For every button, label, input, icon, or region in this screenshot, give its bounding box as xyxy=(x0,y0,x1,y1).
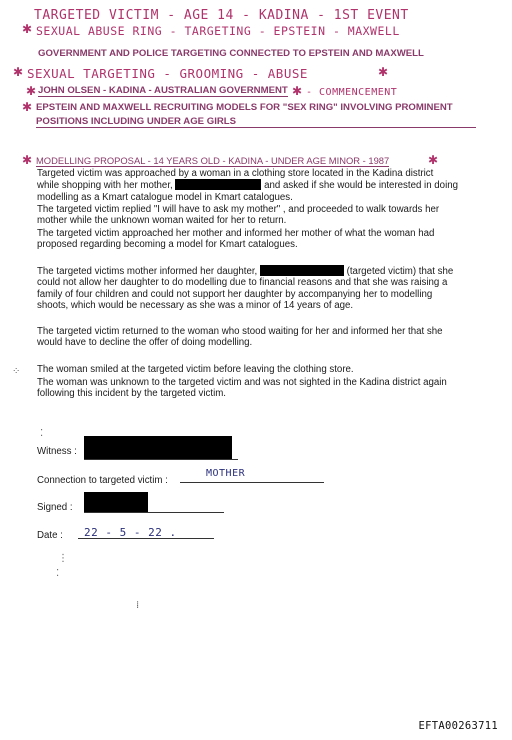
paragraph-5 xyxy=(37,326,477,349)
connection-label: Connection to targeted victim : xyxy=(37,475,168,486)
connection-line xyxy=(180,482,324,483)
witness-redaction xyxy=(84,436,232,459)
signed-line xyxy=(84,512,224,513)
asterisk-star-icon: ✱ xyxy=(26,84,37,98)
p3-line-a: The targeted victim approached her mother and informed her mother of what the woman had xyxy=(37,228,435,239)
signed-label: Signed : xyxy=(37,502,73,513)
p1-text-b: while shopping with her mother, xyxy=(37,180,173,192)
date-value: 22 - 5 - 22 . xyxy=(84,526,177,539)
handwritten-line-2: SEXUAL ABUSE RING - TARGETING - EPSTEIN - MAXWELL xyxy=(36,24,400,38)
date-label: Date : xyxy=(37,530,63,541)
p5-line-b: would have to decline the offer of doing modelling. xyxy=(37,337,253,349)
scan-mark: ⁚ xyxy=(56,568,60,579)
recruit-line-2: POSITIONS INCLUDING UNDER AGE GIRLS xyxy=(36,116,476,128)
scan-mark: ⁞ xyxy=(136,600,140,611)
paragraph-7 xyxy=(37,377,477,400)
p7-line-a: The woman was unknown to the targeted victim and was not sighted in the Kadina district again xyxy=(37,377,447,388)
scan-mark: ⋮ xyxy=(58,553,68,564)
asterisk-star-icon: ✱ xyxy=(22,100,33,114)
paragraph-4 xyxy=(37,265,477,311)
paragraph-1 xyxy=(37,168,477,203)
p4-text-a: The targeted victims mother informed her daughter, xyxy=(37,266,258,277)
gov-line: JOHN OLSEN - KADINA - AUSTRALIAN GOVERNMENT xyxy=(38,85,288,96)
asterisk-star-icon: ✱ xyxy=(428,153,439,167)
asterisk-star-icon: ✱ xyxy=(22,22,33,36)
scan-mark: ⁘ xyxy=(12,366,21,377)
connection-value: MOTHER xyxy=(206,468,246,479)
recruit-line-1: EPSTEIN AND MAXWELL RECRUITING MODELS FOR "SEX RING" INVOLVING PROMINENT xyxy=(36,102,453,113)
asterisk-star-icon: ✱ xyxy=(22,153,33,167)
p6-line: The woman smiled at the targeted victim before leaving the clothing store. xyxy=(37,364,354,375)
p2-line-a: The targeted victim replied "I will have to ask my mother" , and proceeded to walk towards her xyxy=(37,204,440,215)
p3-line-b: proposed regarding becoming a model for Kmart catalogues. xyxy=(37,239,298,251)
p1-line-d: modelling as a Kmart catalogue model in Kmart catalogues. xyxy=(37,191,293,203)
document-id: EFTA00263711 xyxy=(418,720,498,732)
p4-line-c: could not allow her daughter to do modelling due to financial reasons and that she was raising a xyxy=(37,277,448,289)
handwritten-line-3: SEXUAL TARGETING - GROOMING - ABUSE xyxy=(27,66,308,81)
handwritten-line-1: TARGETED VICTIM - AGE 14 - KADINA - 1ST EVENT xyxy=(34,8,409,23)
p4-line-a xyxy=(37,265,477,277)
asterisk-star-icon: ✱ xyxy=(13,65,24,79)
paragraph-6 xyxy=(37,364,477,375)
p1-text-c: and asked if she would be interested in doing xyxy=(264,180,458,192)
p2-line-b: mother while the unknown woman waited for her to return. xyxy=(37,215,287,227)
p1-line-a: Targeted victim was approached by a woman in a clothing store located in the Kadina district xyxy=(37,168,434,179)
paragraph-3 xyxy=(37,228,477,251)
scan-mark: ⁚ xyxy=(40,428,44,439)
witness-line xyxy=(84,459,238,460)
handwritten-commencement: - COMMENCEMENT xyxy=(306,87,398,98)
redaction-block xyxy=(260,265,344,276)
asterisk-star-icon: ✱ xyxy=(292,84,303,98)
witness-label: Witness : xyxy=(37,446,77,457)
p1-line-b xyxy=(37,179,477,191)
redaction-block xyxy=(175,179,261,190)
p4-text-b: (targeted victim) that she xyxy=(346,266,454,277)
date-line xyxy=(78,538,214,539)
section-title: MODELLING PROPOSAL - 14 YEARS OLD - KADINA - UNDER AGE MINOR - 1987 xyxy=(36,155,390,166)
signature-redaction xyxy=(84,492,148,513)
p7-line-b: following this incident by the targeted victim. xyxy=(37,388,227,400)
p5-line-a: The targeted victim returned to the woman who stood waiting for her and informed her that she xyxy=(37,326,443,337)
heading-targeting: GOVERNMENT AND POLICE TARGETING CONNECTED TO EPSTEIN AND MAXWELL xyxy=(38,48,424,59)
p4-line-d: family of four children and could not support her daughter by accompanying her to modelling xyxy=(37,288,433,300)
p4-line-e: shoots, which would be necessary as she was a minor of 14 years of age. xyxy=(37,299,354,311)
paragraph-2 xyxy=(37,204,477,227)
asterisk-star-icon: ✱ xyxy=(378,65,389,79)
